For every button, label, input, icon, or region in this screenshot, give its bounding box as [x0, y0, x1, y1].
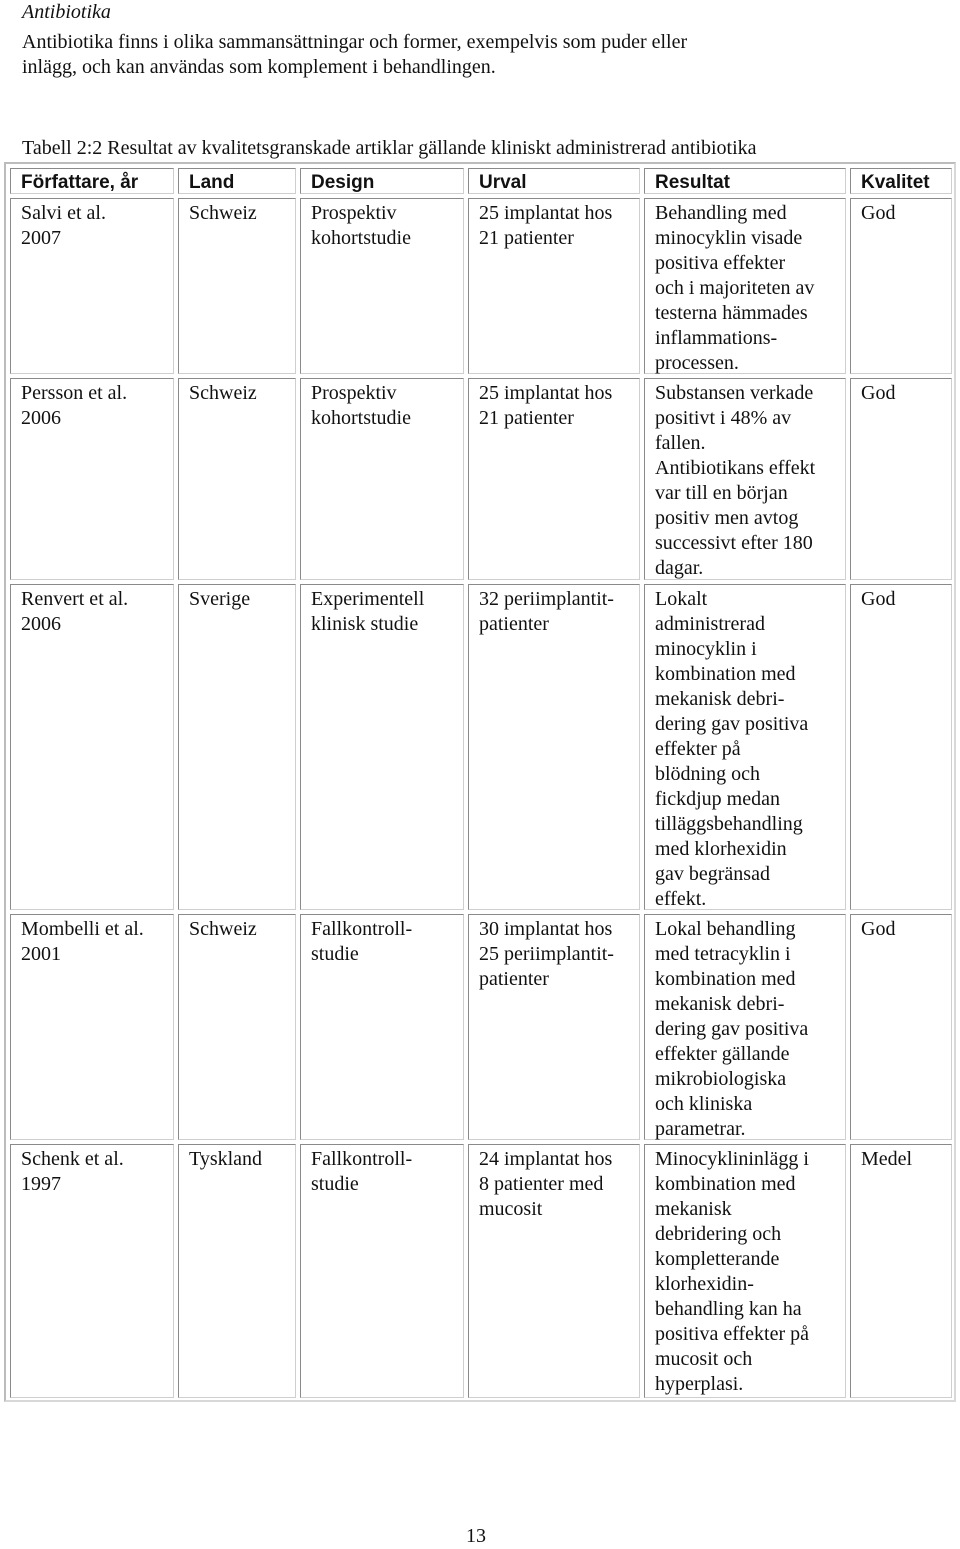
cell-line: effekt. [655, 888, 707, 910]
cell-result [644, 198, 846, 374]
cell-design [300, 1144, 464, 1398]
cell-line: inflammations- [655, 327, 778, 349]
page-number: 13 [466, 1525, 486, 1547]
cell-line: 2006 [21, 407, 61, 429]
cell-line: God [861, 588, 896, 610]
cell-quality [850, 1144, 952, 1398]
cell-line: Fallkontroll- [311, 1148, 413, 1170]
cell-line: 1997 [21, 1173, 61, 1195]
cell-line: testerna hämmades [655, 302, 808, 324]
cell-line: med tetracyklin i [655, 943, 791, 965]
header-cell-quality: Kvalitet [850, 168, 952, 194]
results-table [4, 162, 956, 1402]
cell-line: mucosit och [655, 1348, 753, 1370]
cell-quality [850, 584, 952, 910]
cell-line: positiva effekter på [655, 1323, 810, 1345]
cell-quality [850, 378, 952, 580]
cell-line: 21 patienter [479, 227, 574, 249]
cell-line: Schweiz [189, 918, 257, 940]
cell-line: kohortstudie [311, 227, 411, 249]
cell-line: 24 implantat hos [479, 1148, 613, 1170]
cell-line: God [861, 918, 896, 940]
cell-sample [468, 198, 640, 374]
cell-line: mucosit [479, 1198, 543, 1220]
cell-line: processen. [655, 352, 739, 374]
cell-line: klorhexidin- [655, 1273, 754, 1295]
cell-line: 32 periimplantit- [479, 588, 614, 610]
cell-line: Behandling med [655, 202, 787, 224]
cell-line: mekanisk [655, 1198, 732, 1220]
cell-line: Antibiotikans effekt [655, 457, 816, 479]
cell-line: 8 patienter med [479, 1173, 604, 1195]
cell-line: 21 patienter [479, 407, 574, 429]
cell-sample [468, 584, 640, 910]
cell-sample [468, 378, 640, 580]
cell-line: dagar. [655, 557, 704, 579]
cell-line: Prospektiv [311, 202, 397, 224]
cell-author [10, 584, 174, 910]
cell-line: Lokal behandling [655, 918, 796, 940]
cell-line: parametrar. [655, 1118, 746, 1140]
cell-result [644, 914, 846, 1140]
cell-line: kombination med [655, 968, 796, 990]
cell-line: Tyskland [189, 1148, 263, 1170]
cell-quality [850, 914, 952, 1140]
cell-country [178, 914, 296, 1140]
intro-line: inlägg, och kan användas som komplement i behandlingen. [22, 56, 496, 78]
cell-line: fickdjup medan [655, 788, 780, 810]
cell-line: dering gav positiva [655, 713, 809, 735]
cell-line: klinisk studie [311, 613, 419, 635]
cell-result [644, 584, 846, 910]
cell-line: hyperplasi. [655, 1373, 744, 1395]
cell-result [644, 1144, 846, 1398]
cell-line: positiva effekter [655, 252, 786, 274]
cell-country [178, 378, 296, 580]
cell-line: var till en början [655, 482, 788, 504]
cell-line: kombination med [655, 663, 796, 685]
cell-line: patienter [479, 968, 549, 990]
cell-country [178, 584, 296, 910]
cell-line: kohortstudie [311, 407, 411, 429]
cell-line: 30 implantat hos [479, 918, 613, 940]
cell-line: 2007 [21, 227, 61, 249]
cell-line: behandling kan ha [655, 1298, 802, 1320]
cell-country [178, 198, 296, 374]
cell-line: fallen. [655, 432, 706, 454]
cell-line: God [861, 202, 896, 224]
cell-line: Sverige [189, 588, 251, 610]
cell-author [10, 378, 174, 580]
cell-line: positivt i 48% av [655, 407, 792, 429]
cell-design [300, 378, 464, 580]
cell-line: Lokalt [655, 588, 708, 610]
header-cell-country: Land [178, 168, 296, 194]
cell-design [300, 914, 464, 1140]
cell-line: Prospektiv [311, 382, 397, 404]
cell-line: mikrobiologiska [655, 1068, 787, 1090]
cell-design [300, 584, 464, 910]
table-caption: Tabell 2:2 Resultat av kvalitetsgranskade artiklar gällande kliniskt administrerad antibiotika [22, 137, 757, 159]
cell-line: Substansen verkade [655, 382, 814, 404]
cell-line: Experimentell [311, 588, 425, 610]
cell-author [10, 198, 174, 374]
cell-line: 25 implantat hos [479, 202, 613, 224]
cell-sample [468, 914, 640, 1140]
cell-line: God [861, 382, 896, 404]
cell-line: debridering och [655, 1223, 782, 1245]
cell-line: minocyklin i [655, 638, 757, 660]
cell-line: tilläggsbehandling [655, 813, 803, 835]
cell-line: patienter [479, 613, 549, 635]
header-cell-sample: Urval [468, 168, 640, 194]
cell-line: och i majoriteten av [655, 277, 815, 299]
cell-line: gav begränsad [655, 863, 770, 885]
cell-line: Schweiz [189, 382, 257, 404]
cell-line: effekter på [655, 738, 741, 760]
cell-line: Mombelli et al. [21, 918, 144, 940]
cell-result [644, 378, 846, 580]
cell-line: minocyklin visade [655, 227, 803, 249]
section-heading: Antibiotika [22, 1, 111, 23]
cell-line: blödning och [655, 763, 760, 785]
cell-line: administrerad [655, 613, 765, 635]
cell-line: 2006 [21, 613, 61, 635]
cell-line: mekanisk debri- [655, 993, 785, 1015]
cell-line: 25 implantat hos [479, 382, 613, 404]
header-cell-design: Design [300, 168, 464, 194]
header-cell-result: Resultat [644, 168, 846, 194]
cell-line: successivt efter 180 [655, 532, 813, 554]
cell-line: Renvert et al. [21, 588, 129, 610]
cell-sample [468, 1144, 640, 1398]
cell-line: studie [311, 943, 359, 965]
cell-line: Fallkontroll- [311, 918, 413, 940]
cell-line: 2001 [21, 943, 61, 965]
cell-line: 25 periimplantit- [479, 943, 614, 965]
cell-country [178, 1144, 296, 1398]
cell-line: Salvi et al. [21, 202, 106, 224]
cell-line: Persson et al. [21, 382, 128, 404]
cell-author [10, 914, 174, 1140]
cell-line: och kliniska [655, 1093, 753, 1115]
cell-line: kompletterande [655, 1248, 780, 1270]
cell-line: kombination med [655, 1173, 796, 1195]
cell-line: mekanisk debri- [655, 688, 785, 710]
intro-line: Antibiotika finns i olika sammansättningar och former, exempelvis som puder eller [22, 31, 688, 53]
cell-line: Medel [861, 1148, 913, 1170]
cell-line: dering gav positiva [655, 1018, 809, 1040]
cell-line: effekter gällande [655, 1043, 790, 1065]
cell-line: Schweiz [189, 202, 257, 224]
cell-quality [850, 198, 952, 374]
cell-line: med klorhexidin [655, 838, 787, 860]
cell-line: studie [311, 1173, 359, 1195]
cell-design [300, 198, 464, 374]
cell-line: Schenk et al. [21, 1148, 124, 1170]
cell-line: positiv men avtog [655, 507, 799, 529]
cell-line: Minocyklininlägg i [655, 1148, 809, 1170]
cell-author [10, 1144, 174, 1398]
intro-paragraph [22, 30, 922, 80]
header-cell-author: Författare, år [10, 168, 174, 194]
